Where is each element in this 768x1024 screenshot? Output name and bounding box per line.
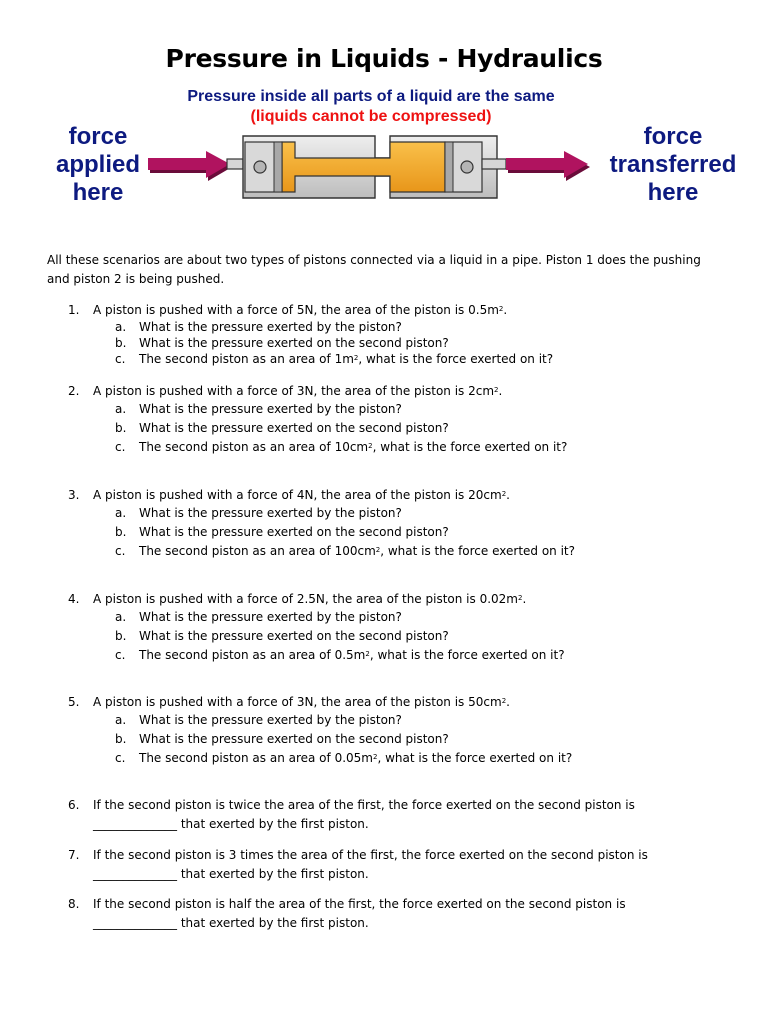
superscript: 2: [365, 650, 370, 658]
question-tail: .: [522, 592, 527, 606]
question-line-1: If the second piston is 3 times the area of the first, the force exerted on the second piston is: [93, 848, 648, 862]
question-text: [93, 846, 653, 883]
subquestion-text: What is the pressure exerted on the second piston?: [139, 629, 449, 643]
subquestion-letter: a.: [115, 610, 127, 624]
subquestion-a: [115, 711, 402, 729]
question-number: 3.: [68, 488, 80, 502]
subquestion-tail: , what is the force exerted on it?: [358, 352, 554, 366]
subquestion-letter: c.: [115, 648, 126, 662]
question-line-2: [93, 914, 653, 933]
subquestion-text: The second piston as an area of 0.5m: [139, 648, 366, 662]
question-stem: A piston is pushed with a force of 5N, the area of the piston is 0.5m: [93, 303, 499, 317]
question-tail: .: [506, 488, 510, 502]
question-text: [93, 796, 653, 833]
subquestion-letter: c.: [115, 352, 126, 366]
force-transferred-line-2: transferred: [609, 151, 737, 178]
subquestion-text: What is the pressure exerted by the piston?: [139, 320, 402, 334]
question-line-2-text: that exerted by the first piston.: [177, 816, 369, 831]
subquestion-c: [115, 646, 565, 664]
subquestion-tail: , what is the force exerted on it?: [380, 544, 576, 558]
question-text: [93, 895, 653, 932]
superscript: 2: [375, 546, 381, 554]
left-piston-head: [245, 142, 282, 192]
question-stem: A piston is pushed with a force of 3N, the area of the piston is 2cm: [93, 384, 495, 398]
subquestion-b: [115, 627, 449, 645]
question-line-2: [93, 865, 653, 884]
subquestion-letter: c.: [115, 544, 126, 558]
question-text: [93, 301, 507, 319]
subquestion-a: [115, 400, 402, 418]
question-tail: .: [503, 303, 508, 317]
subtitle-note: (liquids cannot be compressed): [250, 108, 492, 125]
superscript: 2: [494, 386, 499, 394]
superscript: 2: [353, 354, 359, 362]
subquestion-letter: b.: [115, 336, 127, 350]
subquestion-text: What is the pressure exerted by the piston?: [139, 713, 402, 727]
subquestion-b: [115, 523, 449, 541]
subquestion-text: What is the pressure exerted by the piston?: [139, 610, 402, 624]
subquestion-c: [115, 350, 553, 368]
answer-blank[interactable]: ______________: [93, 915, 177, 930]
subquestion-text: What is the pressure exerted on the second piston?: [139, 525, 449, 539]
subquestion-tail: , what is the force exerted on it?: [377, 751, 573, 765]
force-applied-line-1: force: [68, 123, 128, 150]
subquestion-text: What is the pressure exerted by the piston?: [139, 402, 402, 416]
subquestion-tail: , what is the force exerted on it?: [372, 440, 568, 454]
right-piston-head: [445, 142, 482, 192]
subquestion-a: [115, 608, 402, 626]
superscript: 2: [372, 753, 378, 761]
question-line-2-text: that exerted by the first piston.: [177, 866, 369, 881]
subquestion-text: The second piston as an area of 10cm: [139, 440, 369, 454]
superscript: 2: [368, 442, 373, 450]
subquestion-letter: a.: [115, 320, 127, 334]
answer-blank[interactable]: ______________: [93, 866, 177, 881]
question-number: 2.: [68, 384, 80, 398]
subquestion-letter: b.: [115, 421, 127, 435]
subquestion-letter: a.: [115, 402, 127, 416]
question-tail: .: [506, 695, 510, 709]
force-applied-line-3: here: [72, 179, 124, 206]
subquestion-c: [115, 438, 567, 456]
question-line-2-text: that exerted by the first piston.: [177, 915, 369, 930]
question-number: 5.: [68, 695, 80, 709]
intro-paragraph: All these scenarios are about two types of pistons connected via a liquid in a pipe. Piston 1 does the pushing and piston 2 is being pushed.: [47, 253, 701, 286]
subquestion-tail: , what is the force exerted on it?: [369, 648, 565, 662]
answer-blank[interactable]: ______________: [93, 816, 177, 831]
subquestion-letter: b.: [115, 525, 127, 539]
question-tail: .: [498, 384, 503, 398]
force-applied-line-2: applied: [55, 151, 140, 178]
force-transferred-line-3: here: [647, 179, 699, 206]
force-applied-label: [48, 123, 148, 207]
question-line-2: [93, 815, 653, 834]
page-title: Pressure in Liquids - Hydraulics: [165, 44, 603, 73]
subquestion-a: [115, 504, 402, 522]
superscript: 2: [501, 490, 507, 498]
question-line-1: If the second piston is half the area of the first, the force exerted on the second piston is: [93, 897, 626, 911]
subquestion-text: What is the pressure exerted on the second piston?: [139, 336, 449, 350]
force-transferred-line-1: force: [643, 123, 703, 150]
question-number: 1.: [68, 303, 80, 317]
subquestion-letter: b.: [115, 732, 127, 746]
subquestion-letter: a.: [115, 713, 127, 727]
hydraulic-piston-diagram: [145, 128, 605, 208]
right-piston-rod: [482, 159, 506, 169]
subquestion-text: What is the pressure exerted on the second piston?: [139, 732, 449, 746]
subquestion-letter: c.: [115, 751, 126, 765]
subquestion-text: What is the pressure exerted on the second piston?: [139, 421, 449, 435]
question-line-1: If the second piston is twice the area of the first, the force exerted on the second piston is: [93, 798, 635, 812]
subquestion-text: The second piston as an area of 1m: [139, 352, 354, 366]
left-piston-rod: [227, 159, 243, 169]
question-text: [93, 486, 510, 504]
subquestion-text: The second piston as an area of 0.05m: [139, 751, 373, 765]
question-stem: A piston is pushed with a force of 4N, the area of the piston is 20cm: [93, 488, 502, 502]
right-force-arrow: [506, 151, 590, 181]
question-text: [93, 590, 526, 608]
subquestion-text: The second piston as an area of 100cm: [139, 544, 376, 558]
superscript: 2: [517, 594, 523, 602]
question-number: 7.: [68, 848, 80, 862]
subquestion-text: What is the pressure exerted by the piston?: [139, 506, 402, 520]
question-stem: A piston is pushed with a force of 3N, the area of the piston is 50cm: [93, 695, 502, 709]
force-transferred-label: [596, 123, 750, 207]
question-number: 8.: [68, 897, 80, 911]
subtitle: Pressure inside all parts of a liquid are the same: [187, 88, 555, 105]
subquestion-letter: b.: [115, 629, 127, 643]
question-text: [93, 382, 502, 400]
subquestion-c: [115, 542, 575, 560]
question-stem: A piston is pushed with a force of 2.5N, the area of the piston is 0.02m: [93, 592, 518, 606]
question-number: 6.: [68, 798, 80, 812]
subquestion-b: [115, 419, 449, 437]
subquestion-letter: a.: [115, 506, 127, 520]
left-force-arrow: [148, 151, 232, 181]
question-number: 4.: [68, 592, 80, 606]
superscript: 2: [501, 697, 507, 705]
question-text: [93, 693, 510, 711]
subquestion-c: [115, 749, 572, 767]
subquestion-letter: c.: [115, 440, 126, 454]
subquestion-b: [115, 730, 449, 748]
superscript: 2: [498, 305, 504, 313]
